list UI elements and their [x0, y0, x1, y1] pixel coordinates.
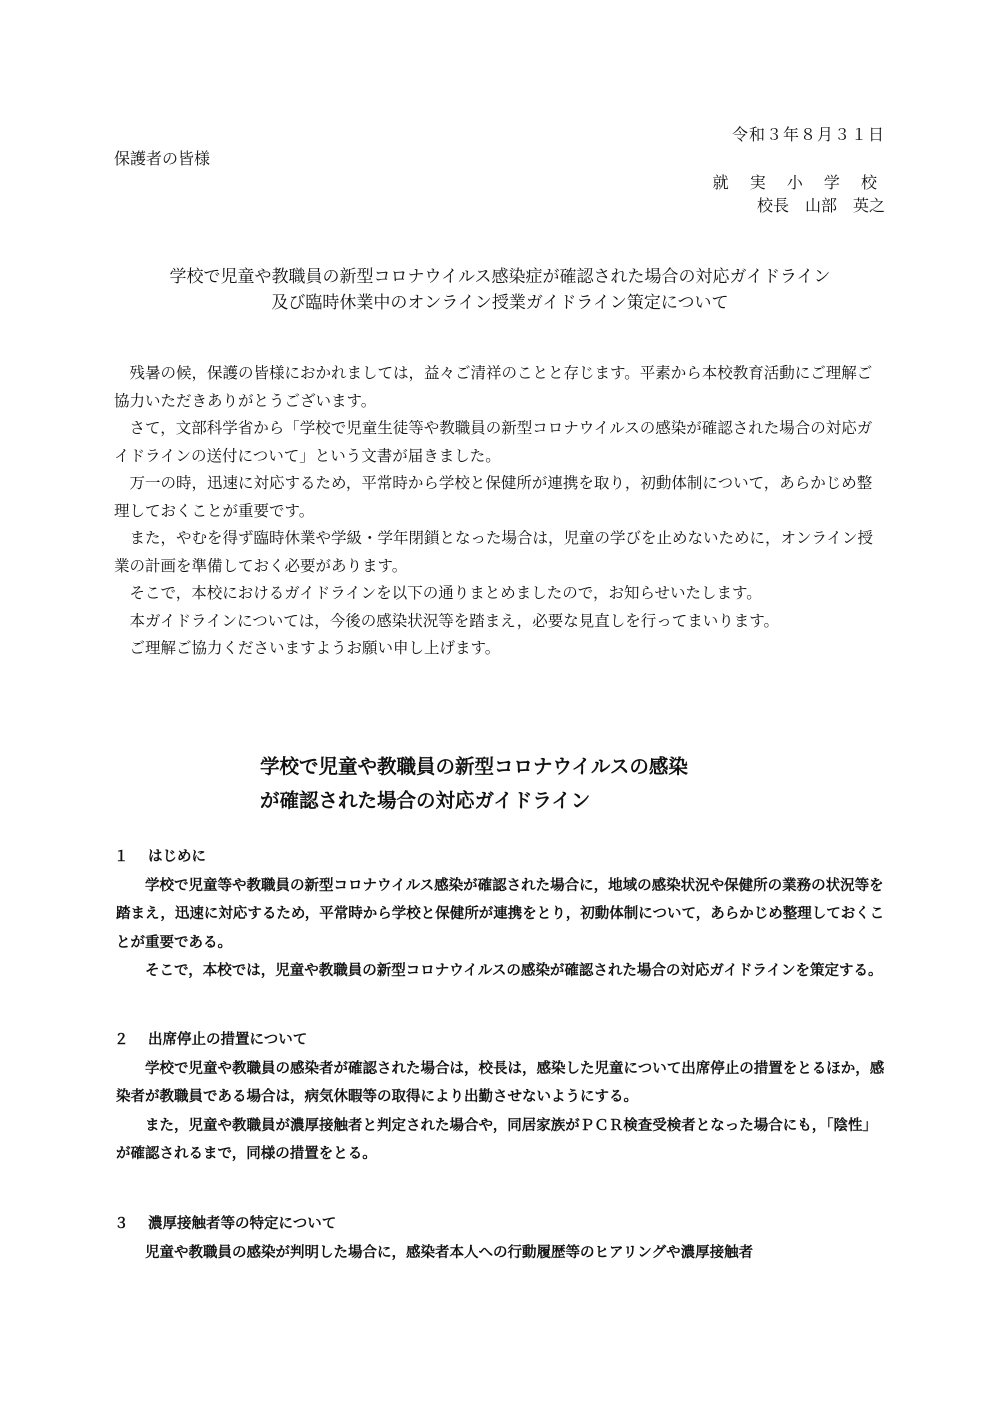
intro-paragraph: 残暑の候，保護の皆様におかれましては，益々ご清祥のことと存じます。平素から本校教育活動にご理解ご協力いただきありがとうございます。 [114, 364, 873, 410]
section-number: １ [114, 849, 129, 865]
intro-paragraph: さて，文部科学省から「学校で児童生徒等や教職員の新型コロナウイルスの感染が確認された場合の対応ガイドラインの送付について」という文書が届きました。 [114, 419, 873, 465]
section-paragraph: 児童や教職員の感染が判明した場合に，感染者本人への行動履歴等のヒアリングや濃厚接触者 [145, 1244, 754, 1261]
section-number: ２ [114, 1032, 129, 1048]
section-paragraph: 学校で児童や教職員の感染者が確認された場合は，校長は，感染した児童について出席停止の措置をとるほか，感染者が教職員である場合は，病気休暇等の取得により出勤させないようにする。 [116, 1060, 885, 1105]
section-heading-text: 濃厚接触者等の特定について [148, 1216, 337, 1232]
intro-paragraph: ご理解ご協力くださいますようお願い申し上げます。 [129, 639, 501, 657]
guideline-title-line2: が確認された場合の対応ガイドライン [260, 789, 591, 812]
section-introduction [114, 843, 886, 986]
section-heading [114, 1026, 886, 1055]
section-number: ３ [114, 1216, 129, 1232]
notice-title-line1: 学校で児童や教職員の新型コロナウイルス感染症が確認された場合の対応ガイドライン [169, 267, 831, 287]
section-close-contacts [114, 1210, 886, 1267]
section-heading-text: はじめに [148, 849, 206, 865]
school-name: 就 実 小 学 校 [712, 173, 885, 192]
document-date: 令和３年８月３１日 [731, 125, 885, 144]
section-paragraph: そこで，本校では，児童や教職員の新型コロナウイルスの感染が確認された場合の対応ガイドラインを策定する。 [145, 963, 883, 979]
notice-title-line2: 及び臨時休業中のオンライン授業ガイドライン策定について [271, 293, 729, 313]
intro-paragraph: 本ガイドラインについては，今後の感染状況等を踏まえ，必要な見直しを行ってまいります。 [129, 611, 779, 630]
section-paragraph: 学校で児童等や教職員の新型コロナウイルス感染が確認された場合に，地域の感染状況や保健所の業務の状況等を踏まえ，迅速に対応するため，平常時から学校と保健所が連携をとり，初動体制について，あらかじめ整理しておくことが重要である。 [116, 877, 885, 951]
intro-body [114, 360, 886, 663]
guideline-title-line1: 学校で児童や教職員の新型コロナウイルスの感染 [260, 755, 688, 778]
section-attendance-suspension [114, 1026, 886, 1169]
guideline-title [260, 750, 820, 818]
principal-name: 校長 山部 英之 [756, 196, 885, 215]
intro-paragraph: 万一の時，迅速に対応するため，平常時から学校と保健所が連携を取り，初動体制について，あらかじめ整理しておくことが重要です。 [114, 474, 873, 520]
recipient: 保護者の皆様 [114, 149, 211, 168]
section-heading [114, 843, 886, 872]
section-paragraph: また，児童や教職員が濃厚接触者と判定された場合や，同居家族がＰＣＲ検査受検者となった場合にも，「陰性」が確認されるまで，同様の措置をとる。 [116, 1117, 877, 1162]
intro-paragraph: また，やむを得ず臨時休業や学級・学年閉鎖となった場合は，児童の学びを止めないために，オンライン授業の計画を準備しておく必要があります。 [114, 529, 874, 575]
section-heading [114, 1210, 886, 1239]
intro-paragraph: そこで，本校におけるガイドラインを以下の通りまとめましたので，お知らせいたします。 [129, 584, 762, 602]
notice-title [110, 264, 890, 316]
section-heading-text: 出席停止の措置について [148, 1032, 308, 1048]
